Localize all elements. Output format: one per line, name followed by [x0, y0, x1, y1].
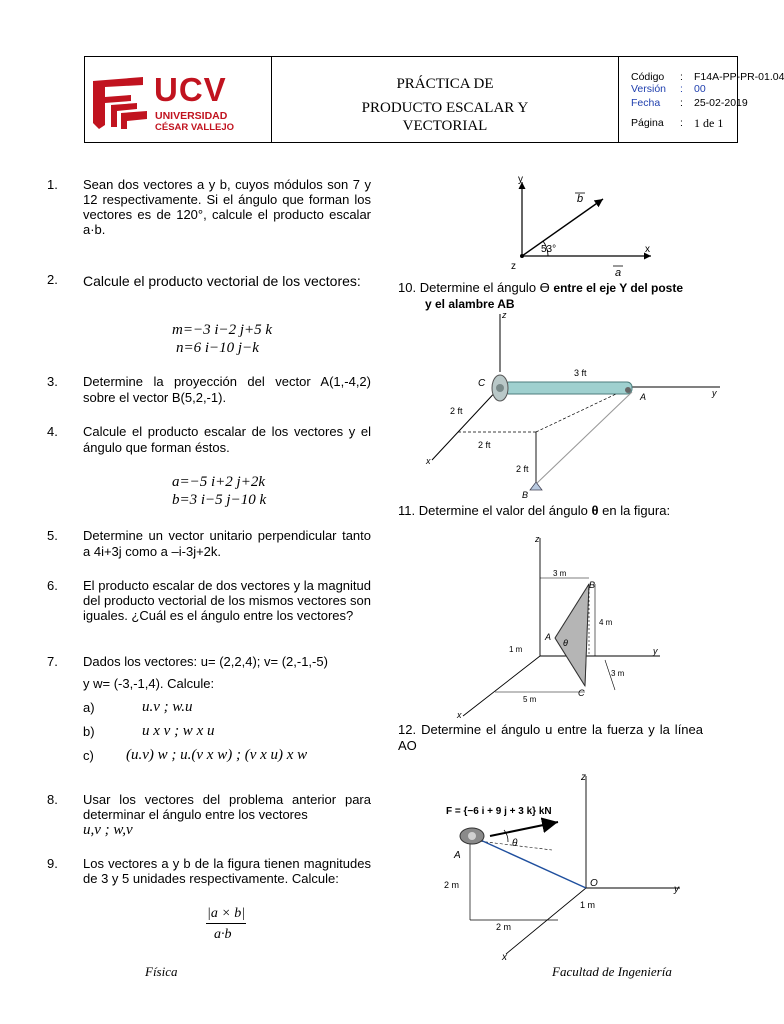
problem-7-c-label: c): [83, 748, 94, 763]
problem-11-text-b: en la figura:: [602, 503, 671, 518]
fig11-point-b: B: [589, 580, 596, 590]
problem-2-eq-n: n=6 i−10 j−k: [176, 340, 259, 356]
figure-problem-12: [440, 770, 700, 963]
fecha-value: 25-02-2019: [694, 97, 748, 109]
fig10-length-3ft: 3 ft: [574, 368, 587, 378]
fig9-vector-a: a: [615, 267, 622, 279]
problem-7-c-expr: (u.v) w ; u.(v x w) ; (v x u) x w: [126, 747, 308, 763]
fig11-length-5m: 5 m: [523, 695, 537, 704]
problem-9-fraction-numerator: |a × b|: [207, 906, 246, 921]
problem-6-text: El producto escalar de dos vectores y la magnitud del producto vectorial de los mismos vectores son iguales. ¿Cuál es el ángulo entre los vectores?: [83, 578, 371, 623]
problem-10-number: 10.: [398, 280, 417, 295]
brand-line-1: UNIVERSIDAD: [155, 110, 228, 122]
problem-7-b-label: b): [83, 724, 95, 739]
pagina-value: 1 de 1: [694, 116, 724, 130]
problem-10-text-c: y el alambre AB: [425, 297, 515, 311]
figure-problem-10: [420, 312, 725, 502]
pagina-sep: :: [680, 117, 683, 129]
fig10-y-label: y: [712, 388, 717, 398]
problem-7-number: 7.: [47, 654, 58, 669]
problem-10-text: [398, 280, 718, 296]
codigo-sep: :: [680, 71, 683, 83]
problem-7-a-expr: u.v ; w.u: [142, 699, 193, 715]
document-header: [84, 56, 784, 143]
brand-name: UCV: [154, 71, 227, 108]
meta-cell: [619, 57, 784, 142]
problem-12-text-body: Determine el ángulo u entre la fuerza y la línea AO: [398, 722, 703, 753]
fig11-length-3m-a: 3 m: [553, 569, 567, 578]
figure-problem-9: [505, 172, 665, 280]
problem-9-fraction-denominator: a·b: [214, 927, 232, 942]
doc-title-line-2: PRODUCTO ESCALAR Y: [361, 100, 529, 116]
title-cell: [272, 57, 619, 142]
problem-10-text-a: Determine el ángulo Ө: [419, 280, 550, 295]
fig11-point-c: C: [578, 688, 585, 698]
problem-10-text-b: entre el eje Y del poste: [553, 281, 684, 295]
fig9-angle: 53°: [541, 244, 557, 255]
problem-9-text: Los vectores a y b de la figura tienen magnitudes de 3 y 5 unidades respectivamente. Calcule:: [83, 856, 371, 886]
fig9-z-label: z: [511, 261, 516, 272]
brand-line-2: CÉSAR VALLEJO: [155, 122, 235, 133]
problem-6-number: 6.: [47, 578, 58, 593]
logo-cell: [85, 57, 272, 142]
fig10-length-2ft-c: 2 ft: [516, 464, 529, 474]
problem-8-expr: u,v ; w,v: [83, 822, 133, 838]
version-value: 00: [694, 83, 706, 95]
fig12-point-o: O: [590, 878, 598, 889]
fig9-x-label: x: [645, 244, 650, 255]
version-label: Versión: [631, 83, 667, 95]
problem-8-number: 8.: [47, 792, 58, 807]
problem-11-text-a: Determine el valor del ángulo: [418, 503, 588, 518]
fig11-length-1m: 1 m: [509, 645, 523, 654]
problem-8-text: Usar los vectores del problema anterior para determinar el ángulo entre los vectores: [83, 792, 371, 822]
fig9-y-label: y: [518, 174, 523, 185]
problem-7-a-label: a): [83, 700, 95, 715]
problem-4-text: Calcule el producto escalar de los vectores y el ángulo que forman éstos.: [83, 424, 371, 455]
problem-4-eq-a: a=−5 i+2 j+2k: [172, 474, 265, 490]
problem-4-eq-b: b=3 i−5 j−10 k: [172, 492, 267, 508]
problem-9-number: 9.: [47, 856, 58, 871]
fig11-theta: θ: [563, 638, 568, 648]
fig10-length-2ft-a: 2 ft: [450, 406, 463, 416]
codigo-label: Código: [631, 71, 665, 83]
fig12-force-label: F = {−6 i + 9 j + 3 k} kN: [446, 806, 552, 817]
fig10-point-b: B: [522, 490, 529, 500]
figure-problem-11: [455, 530, 675, 720]
fig11-x-label: x: [457, 710, 462, 720]
fig10-length-2ft-b: 2 ft: [478, 440, 491, 450]
fig12-theta: θ: [512, 838, 518, 849]
fig9-vector-b: b: [577, 193, 584, 205]
problem-4-number: 4.: [47, 424, 58, 439]
fig12-length-1m: 1 m: [580, 900, 596, 910]
problem-2-eq-m: m=−3 i−2 j+5 k: [172, 322, 273, 338]
pagina-label: Página: [631, 117, 664, 129]
problem-2-number: 2.: [47, 272, 58, 287]
problem-7-line-2: y w= (-3,-1,4). Calcule:: [83, 676, 215, 691]
fecha-label: Fecha: [631, 97, 661, 109]
fig11-point-a: A: [545, 632, 552, 642]
fig10-point-a: A: [640, 392, 647, 402]
codigo-value: F14A-PP-PR-01.04: [694, 71, 784, 83]
problem-12-text: [398, 722, 703, 754]
version-sep: :: [680, 83, 683, 95]
problem-1-number: 1.: [47, 177, 58, 192]
doc-title-line-1: PRÁCTICA DE: [396, 76, 494, 92]
fig12-length-2m-a: 2 m: [444, 880, 460, 890]
problem-3-text: Determine la proyección del vector A(1,-4,2) sobre el vector B(5,2,-1).: [83, 374, 371, 405]
problem-12-number: 12.: [398, 722, 417, 737]
fig12-y-label: y: [674, 884, 679, 895]
fig10-z-label: z: [502, 310, 507, 320]
problem-11-theta: θ: [591, 503, 599, 518]
ucv-logo-icon: [91, 75, 153, 131]
fig11-length-4m: 4 m: [599, 618, 613, 627]
fig10-x-label: x: [426, 456, 431, 466]
doc-title-line-3: VECTORIAL: [402, 118, 488, 134]
problem-11-number: 11.: [398, 503, 416, 518]
fecha-sep: :: [680, 97, 683, 109]
fig11-y-label: y: [653, 646, 658, 656]
problem-7-line-1: Dados los vectores: u= (2,2,4); v= (2,-1,-5): [83, 654, 328, 669]
fig12-point-a: A: [454, 850, 461, 861]
problem-3-number: 3.: [47, 374, 58, 389]
problem-5-number: 5.: [47, 528, 58, 543]
footer-right: Facultad de Ingeniería: [552, 964, 672, 979]
problem-11-text: [398, 503, 718, 519]
fraction-bar: [206, 923, 246, 924]
fig12-z-label: z: [581, 772, 586, 783]
fig12-x-label: x: [502, 952, 507, 963]
problem-7-b-expr: u x v ; w x u: [142, 723, 215, 739]
fig11-length-3m-b: 3 m: [611, 669, 625, 678]
fig11-z-label: z: [535, 534, 540, 544]
fig12-length-2m-b: 2 m: [496, 922, 512, 932]
fig10-point-c: C: [478, 378, 486, 389]
problem-5-text: Determine un vector unitario perpendicular tanto a 4i+3j como a –i-3j+2k.: [83, 528, 371, 559]
footer-left: Física: [145, 964, 178, 979]
problem-1-text: Sean dos vectores a y b, cuyos módulos son 7 y 12 respectivamente. Si el ángulo que forman los vectores es de 120°, calcule el producto escalar a·b.: [83, 177, 371, 237]
problem-2-text: Calcule el producto vectorial de los vectores:: [83, 273, 361, 289]
